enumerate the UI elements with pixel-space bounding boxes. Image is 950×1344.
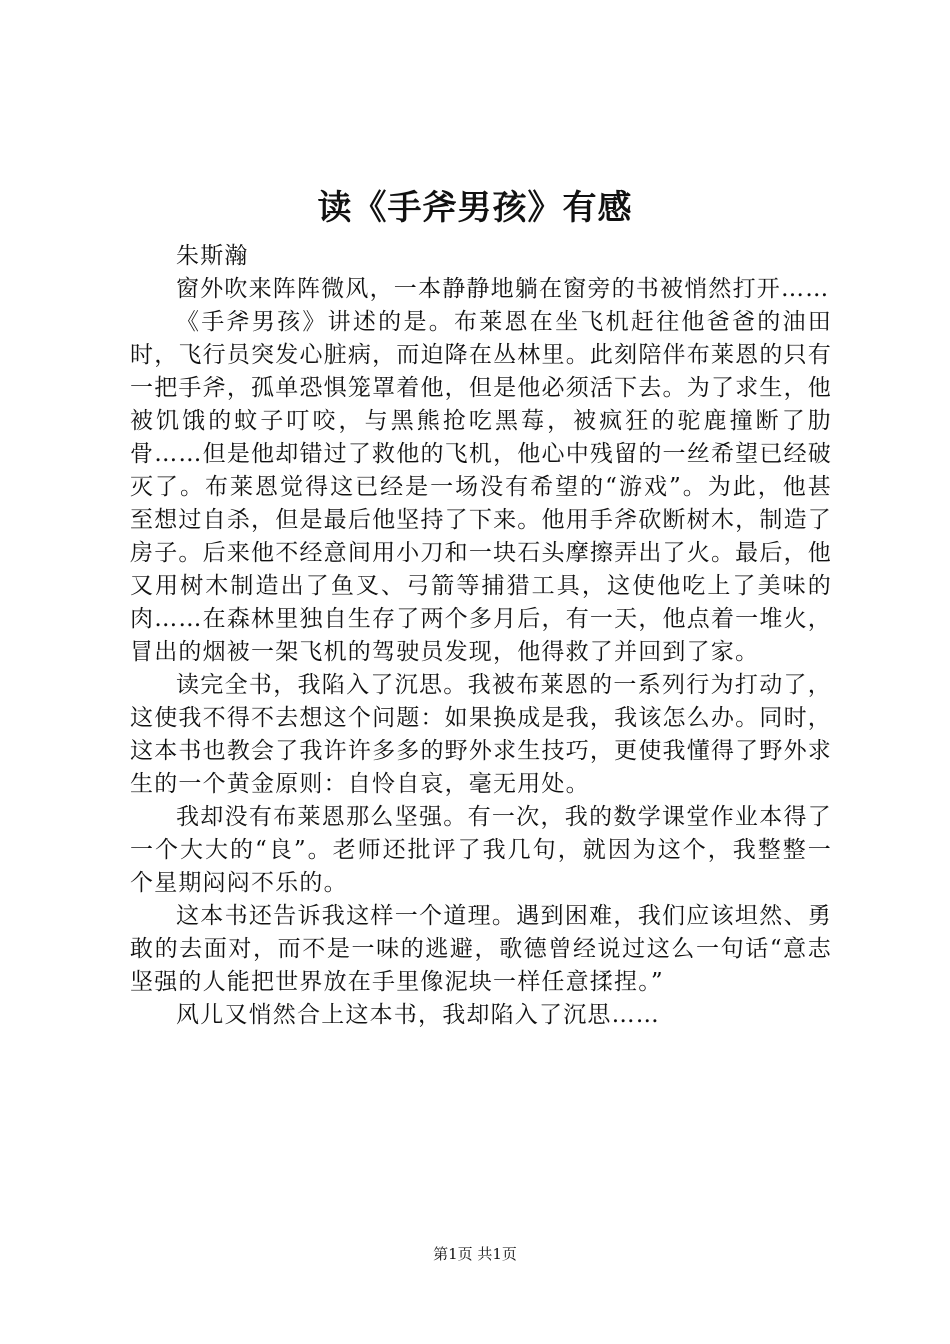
author-line: 朱斯瀚 bbox=[176, 243, 249, 269]
paragraph-1: 窗外吹来阵阵微风，一本静静地躺在窗旁的书被悄然打开…… bbox=[176, 276, 830, 302]
paragraph-6: 风儿又悄然合上这本书，我却陷入了沉思…… bbox=[176, 1002, 660, 1028]
paragraph-4: 我却没有布莱恩那么坚强。有一次，我的数学课堂作业本得了一个大大的“良”。老师还批评了我几句，就因为这个，我整整一个星期闷闷不乐的。 bbox=[130, 804, 832, 896]
page-footer: 第1页 共1页 bbox=[433, 1245, 517, 1263]
document-title: 读《手斧男孩》有感 bbox=[317, 188, 633, 228]
paragraph-5: 这本书还告诉我这样一个道理。遇到困难，我们应该坦然、勇敢的去面对，而不是一味的逃避，歌德曾经说过这么一句话“意志坚强的人能把世界放在手里像泥块一样任意揉捏。” bbox=[130, 903, 832, 995]
document-body bbox=[130, 240, 832, 1032]
paragraph-3: 读完全书，我陷入了沉思。我被布莱恩的一系列行为打动了，这使我不得不去想这个问题：如果换成是我，我该怎么办。同时，这本书也教会了我许许多多的野外求生技巧，更使我懂得了野外求生的一个黄金原则：自怜自哀，毫无用处。 bbox=[130, 672, 832, 797]
paragraph-2: 《手斧男孩》讲述的是。布莱恩在坐飞机赶往他爸爸的油田时，飞行员突发心脏病，而迫降在丛林里。此刻陪伴布莱恩的只有一把手斧，孤单恐惧笼罩着他，但是他必须活下去。为了求生，他被饥饿的蚊子叮咬，与黑熊抢吃黑莓，被疯狂的驼鹿撞断了肋骨……但是他却错过了救他的飞机，他心中残留的一丝希望已经破灭了。布莱恩觉得这已经是一场没有希望的“游戏”。为此，他甚至想过自杀，但是最后他坚持了下来。他用手斧砍断树木，制造了房子。后来他不经意间用小刀和一块石头摩擦弄出了火。最后，他又用树木制造出了鱼叉、弓箭等捕猎工具，这使他吃上了美味的肉……在森林里独自生存了两个多月后，有一天，他点着一堆火，冒出的烟被一架飞机的驾驶员发现，他得救了并回到了家。 bbox=[130, 309, 832, 665]
